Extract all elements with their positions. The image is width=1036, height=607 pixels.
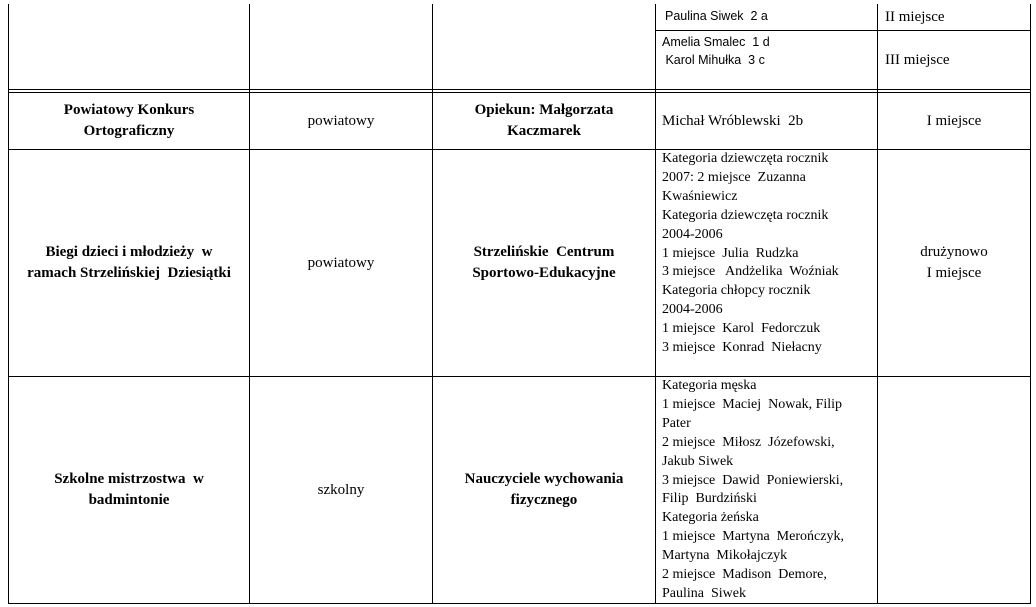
- result-line: Amelia Smalec 1 d: [662, 35, 770, 49]
- name-line: badmintonie: [88, 492, 170, 508]
- place-line: II miejsce: [885, 9, 945, 25]
- level-text: powiatowy: [307, 254, 375, 271]
- row1-place: [878, 93, 1030, 149]
- row0-place-top: [885, 7, 1025, 28]
- name-line: Biegi dzieci i młodzieży w: [45, 244, 213, 260]
- name-line: ramach Strzelińskiej Dziesiątki: [27, 265, 231, 281]
- result-line: 2 miejsce Madison Demore,: [662, 567, 827, 583]
- place-line: I miejsce: [926, 265, 982, 281]
- result-line: Michał Wróblewski 2b: [662, 112, 804, 129]
- organizer-line: Sportowo-Edukacyjne: [472, 265, 616, 281]
- result-line: 2004-2006: [662, 226, 723, 242]
- result-line: 3 miejsce Dawid Poniewierski,: [662, 472, 844, 488]
- result-line: 1 miejsce Martyna Merończyk,: [662, 529, 844, 545]
- result-line: Kategoria żeńska: [662, 510, 759, 526]
- row2-level: [250, 150, 432, 376]
- name-line: Powiatowy Konkurs: [63, 102, 195, 118]
- grid-hline: [8, 603, 1031, 604]
- result-line: 3 miejsce Konrad Niełacny: [662, 340, 822, 356]
- row0-place-bottom: [885, 50, 1025, 71]
- result-line: Jakub Siwek: [662, 453, 734, 469]
- result-line: Martyna Mikołajczyk: [662, 548, 788, 564]
- row2-name: [9, 150, 249, 376]
- grid-vline: [655, 4, 656, 604]
- row3-organizer: [433, 377, 655, 603]
- result-line: Karol Mihułka 3 c: [662, 53, 765, 67]
- row1-organizer: [433, 93, 655, 149]
- result-line: Kwaśniewicz: [662, 188, 738, 204]
- organizer-line: Kaczmarek: [507, 123, 581, 139]
- result-line: Paulina Siwek: [662, 585, 746, 601]
- grid-vline: [1030, 4, 1031, 604]
- result-line: 1 miejsce Karol Fedorczuk: [662, 321, 821, 337]
- result-line: Kategoria chłopcy rocznik: [662, 283, 811, 299]
- result-line: Filip Burdziński: [662, 491, 757, 507]
- row3-name: [9, 377, 249, 603]
- result-line: 2 miejsce Miłosz Józefowski,: [662, 434, 835, 450]
- organizer-line: Nauczyciele wychowania: [464, 471, 624, 487]
- result-line: Kategoria dziewczęta rocznik: [662, 151, 829, 166]
- result-line: Paulina Siwek 2 a: [665, 9, 768, 23]
- result-line: 2004-2006: [662, 302, 723, 318]
- level-text: szkolny: [317, 481, 365, 498]
- organizer-line: Opiekun: Małgorzata: [474, 102, 614, 118]
- row3-results: [662, 377, 876, 604]
- place-line: I miejsce: [926, 112, 982, 129]
- name-line: Szkolne mistrzostwa w: [54, 471, 204, 487]
- result-line: Kategoria męska: [662, 378, 757, 393]
- row3-level: [250, 377, 432, 603]
- row0-results-top: [665, 9, 875, 23]
- name-line: Ortograficzny: [83, 123, 175, 139]
- result-line: 1 miejsce Maciej Nowak, Filip: [662, 396, 843, 412]
- row1-name: [9, 93, 249, 149]
- row2-results: [662, 150, 876, 358]
- organizer-line: Strzelińskie Centrum: [473, 244, 615, 260]
- grid-hline: [655, 30, 1031, 31]
- row1-results: [662, 93, 876, 149]
- grid-hline: [8, 89, 1031, 90]
- row2-place: [878, 150, 1030, 376]
- result-line: Kategoria dziewczęta rocznik: [662, 207, 829, 223]
- row1-level: [250, 93, 432, 149]
- level-text: powiatowy: [307, 112, 375, 129]
- result-line: 3 miejsce Andżelika Woźniak: [662, 264, 839, 280]
- organizer-line: fizycznego: [510, 492, 578, 508]
- place-line: III miejsce: [885, 52, 950, 68]
- row0-results-bottom: [662, 33, 872, 69]
- result-line: Pater: [662, 415, 691, 431]
- place-line: drużynowo: [920, 244, 988, 260]
- row2-organizer: [433, 150, 655, 376]
- result-line: 1 miejsce Julia Rudzka: [662, 245, 799, 261]
- result-line: 2007: 2 miejsce Zuzanna: [662, 169, 806, 185]
